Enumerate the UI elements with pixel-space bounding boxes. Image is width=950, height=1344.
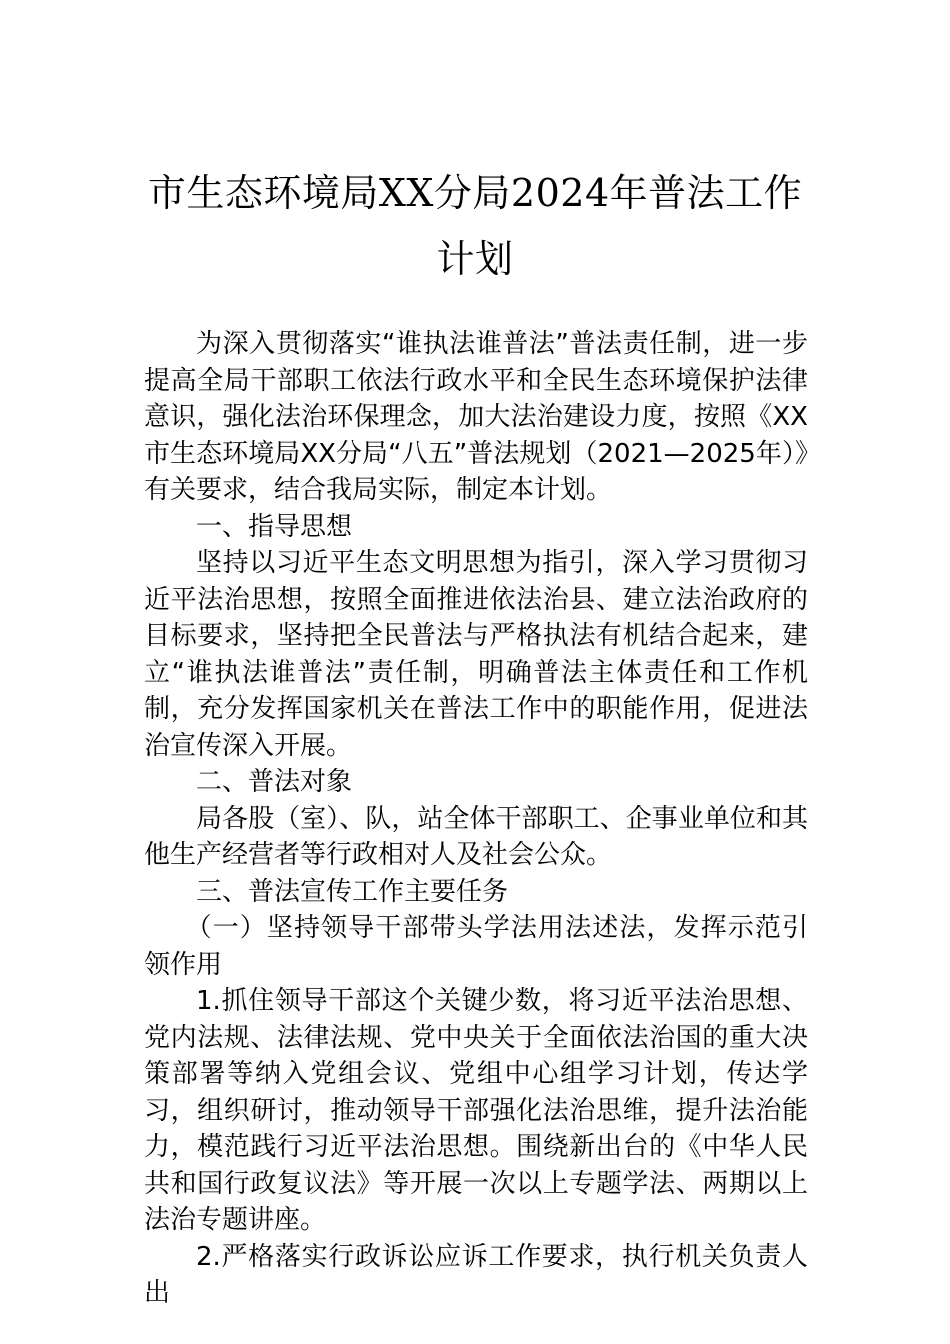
audience-paragraph: 局各股（室）、队，站全体干部职工、企事业单位和其他生产经营者等行政相对人及社会公众。 [144,803,808,870]
section-heading-guiding-ideology: 一、指导思想 [196,511,353,542]
guiding-ideology-paragraph: 坚持以习近平生态文明思想为指引，深入学习贯彻习近平法治思想，按照全面推进依法治县、建立法治政府的目标要求，坚持把全民普法与严格执法有机结合起来，建立“谁执法谁普法”责任制，明确普法主体责任和工作机制，充分发挥国家机关在普法工作中的职能作用，促进法治宣传深入开展。 [144,548,808,761]
subsection-heading-leaders: （一）坚持领导干部带头学法用法述法，发挥示范引领作用 [144,913,808,980]
document-title: 市生态环境局XX分局2024年普法工作计划 [147,171,803,281]
task-item-2: 2.严格落实行政诉讼应诉工作要求，执行机关负责人出 [144,1241,808,1308]
document-body [144,326,808,1312]
intro-paragraph: 为深入贯彻落实“谁执法谁普法”普法责任制，进一步提高全局干部职工依法行政水平和全民生态环境保护法律意识，强化法治环保理念，加大法治建设力度，按照《XX市生态环境局XX分局“八五”普法规划（2021—2025年）》有关要求，结合我局实际，制定本计划。 [144,329,808,505]
task-item-1: 1.抓住领导干部这个关键少数，将习近平法治思想、党内法规、法律法规、党中央关于全面依法治国的重大决策部署等纳入党组会议、党组中心组学习计划，传达学习，组织研讨，推动领导干部强化法治思维，提升法治能力，模范践行习近平法治思想。围绕新出台的《中华人民共和国行政复议法》等开展一次以上专题学法、两期以上法治专题讲座。 [144,986,808,1235]
section-heading-audience: 二、普法对象 [196,767,353,797]
section-heading-main-tasks: 三、普法宣传工作主要任务 [196,876,509,907]
